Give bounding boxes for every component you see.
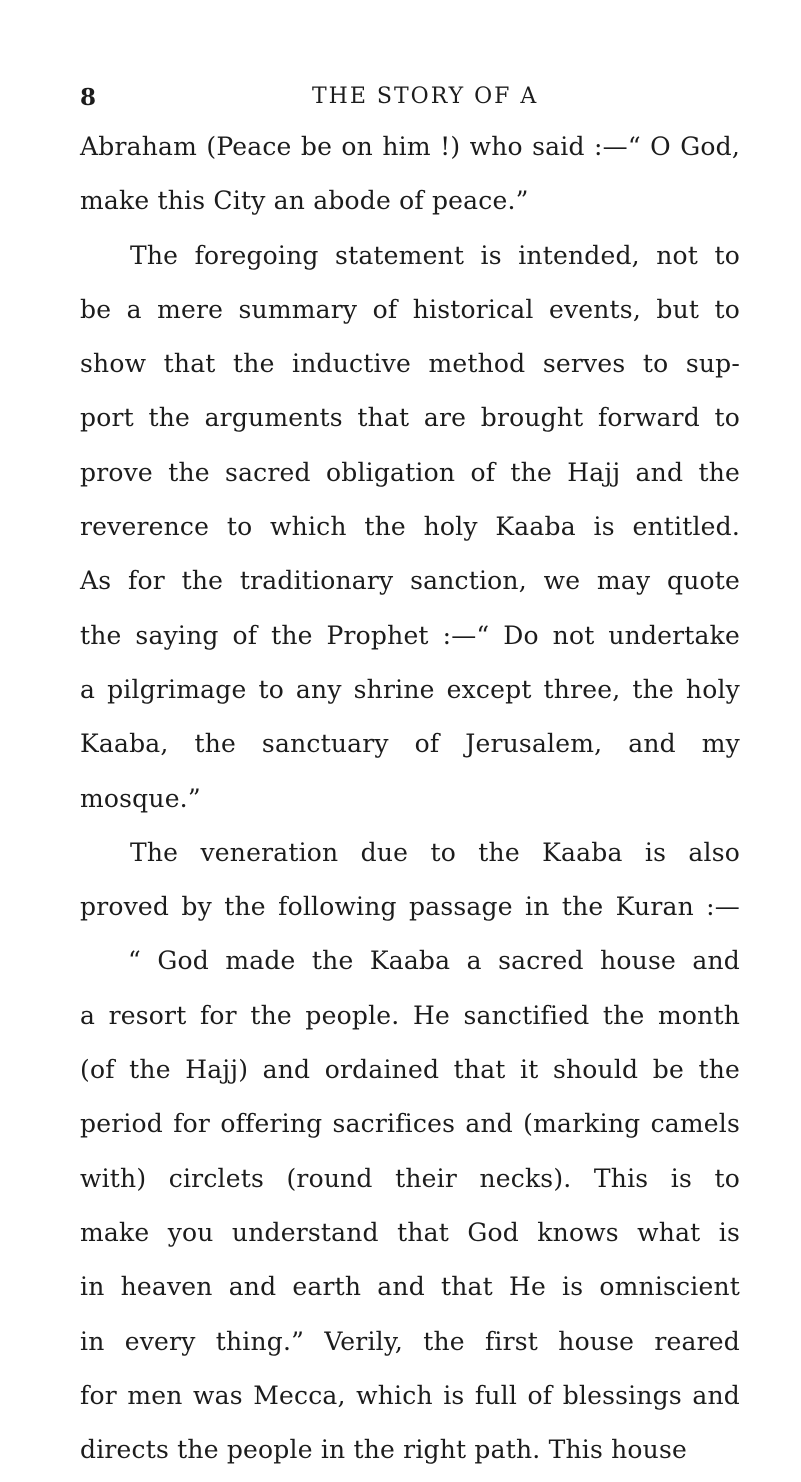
text-line: show that the inductive method serves to sup- (80, 349, 740, 379)
text-line: for men was Mecca, which is full of blessings and (80, 1380, 740, 1410)
text-line: directs the people in the right path. This house (80, 1435, 687, 1465)
text-line: “ God made the Kaaba a sacred house and (128, 946, 740, 976)
text-line: proved by the following passage in the Kuran :— (80, 892, 740, 922)
text-line: a resort for the people. He sanctified the month (80, 1000, 740, 1030)
text-line: in heaven and earth and that He is omniscient (80, 1272, 740, 1302)
text-line: reverence to which the holy Kaaba is entitled. (80, 512, 740, 542)
text-line: (of the Hajj) and ordained that it should be the (80, 1055, 740, 1085)
page-number: 8 (80, 84, 97, 111)
text-line: port the arguments that are brought forward to (80, 403, 740, 433)
text-line: The veneration due to the Kaaba is also (130, 837, 740, 867)
text-line: a pilgrimage to any shrine except three, the holy (80, 674, 740, 704)
text-line: make you understand that God knows what is (80, 1217, 740, 1247)
text-line: with) circlets (round their necks). This is to (80, 1163, 740, 1193)
text-line: As for the traditionary sanction, we may quote (80, 566, 740, 596)
text-line: prove the sacred obligation of the Hajj and the (80, 457, 740, 487)
text-line: mosque.” (80, 783, 201, 813)
text-line: be a mere summary of historical events, but to (80, 294, 740, 324)
text-line: the saying of the Prophet :—“ Do not undertake (80, 620, 740, 650)
text-line: period for offering sacrifices and (marking camels (80, 1109, 740, 1139)
running-title: THE STORY OF A (312, 84, 539, 109)
text-line: Kaaba, the sanctuary of Jerusalem, and my (80, 729, 740, 759)
body-text (80, 125, 740, 1482)
text-line: Abraham (Peace be on him !) who said :—“ O God, (80, 132, 740, 161)
text-line: The foregoing statement is intended, not to (130, 240, 740, 270)
running-head (80, 84, 740, 114)
text-line: make this City an abode of peace.” (80, 186, 529, 216)
text-line: in every thing.” Verily, the first house reared (80, 1326, 740, 1356)
